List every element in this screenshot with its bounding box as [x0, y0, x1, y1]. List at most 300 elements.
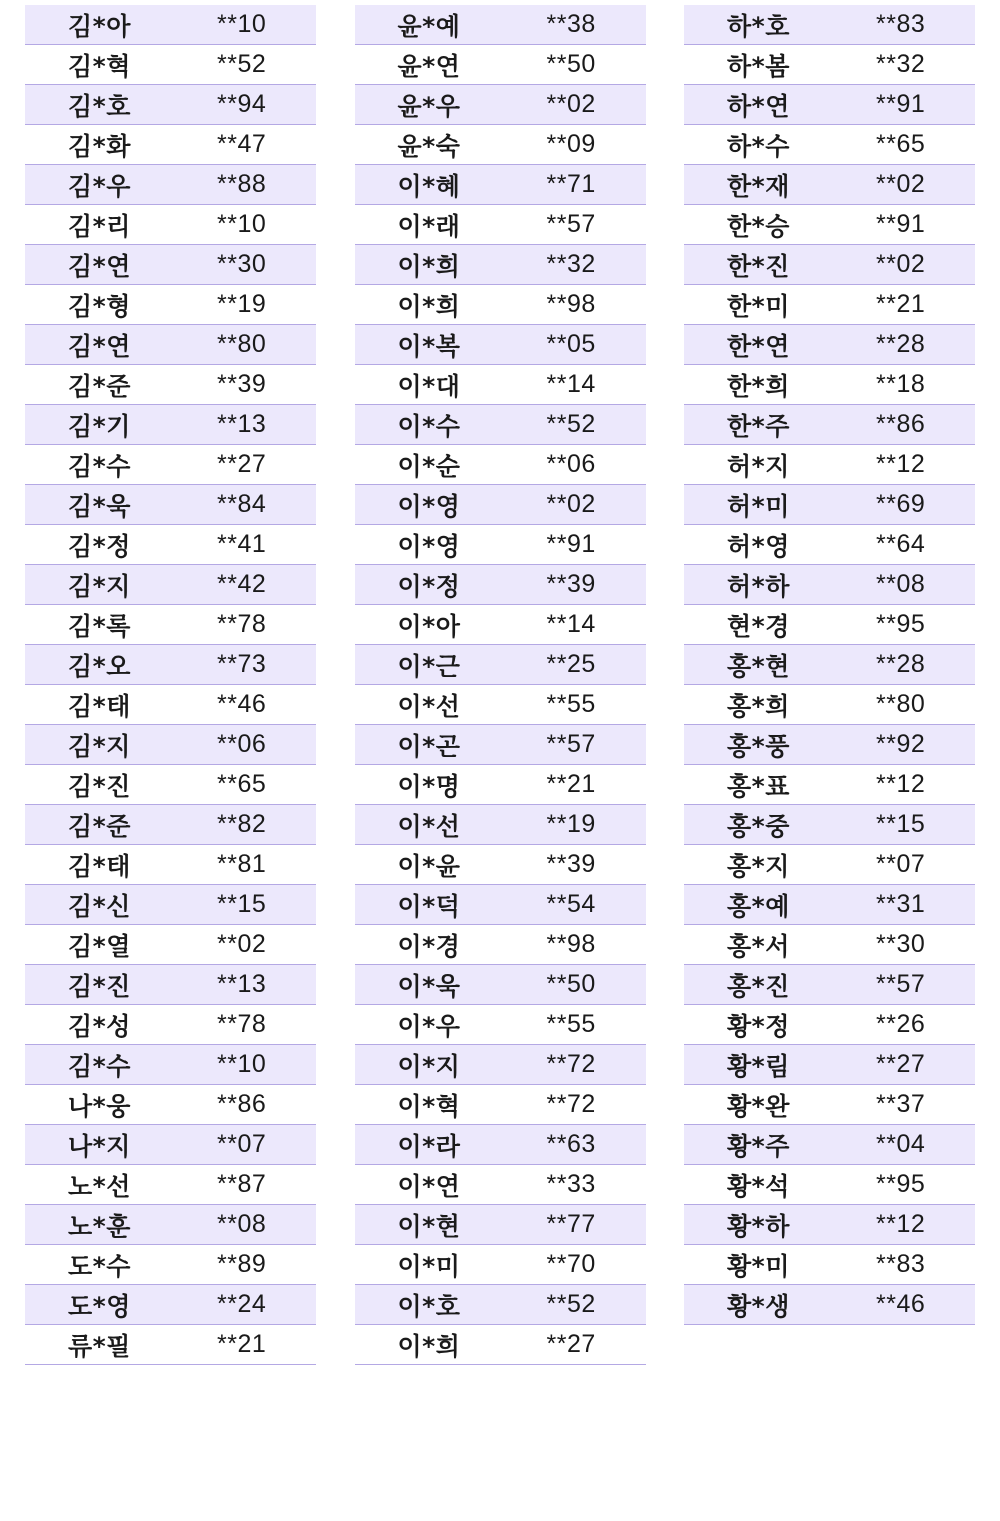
masked-name: 홍*서: [727, 931, 790, 961]
masked-phone-suffix: **28: [876, 650, 926, 678]
list-item: [684, 5, 975, 45]
list-item: [355, 765, 646, 805]
list-item: [684, 1005, 975, 1045]
masked-name: 김*화: [68, 131, 131, 161]
masked-phone-suffix: **13: [217, 410, 267, 438]
masked-phone-suffix: **04: [876, 1130, 926, 1158]
masked-name: 이*욱: [397, 971, 461, 1001]
list-item: [684, 1245, 975, 1285]
masked-phone-suffix: **41: [217, 530, 267, 558]
masked-name: 황*미: [727, 1251, 790, 1281]
masked-name: 이*선: [397, 811, 461, 841]
masked-phone-suffix: **10: [217, 10, 267, 38]
masked-name: 홍*표: [727, 771, 790, 801]
masked-phone-suffix: **52: [217, 50, 267, 78]
masked-phone-suffix: **81: [217, 850, 267, 878]
masked-name: 김*신: [68, 891, 131, 921]
list-item: [684, 1285, 975, 1325]
masked-phone-suffix: **46: [876, 1290, 926, 1318]
masked-phone-suffix: **55: [546, 1010, 596, 1038]
masked-phone-suffix: **65: [217, 770, 267, 798]
masked-phone-suffix: **08: [876, 570, 926, 598]
list-item: [25, 405, 316, 445]
masked-phone-suffix: **15: [217, 890, 267, 918]
masked-phone-suffix: **92: [876, 730, 926, 758]
masked-name: 허*영: [727, 531, 790, 561]
list-item: [355, 1285, 646, 1325]
list-item: [355, 165, 646, 205]
masked-name: 노*훈: [68, 1211, 131, 1241]
list-item: [25, 325, 316, 365]
masked-name: 김*연: [68, 251, 131, 281]
masked-phone-suffix: **06: [217, 730, 267, 758]
masked-name: 홍*예: [727, 891, 790, 921]
masked-phone-suffix: **26: [876, 1010, 926, 1038]
masked-name: 이*덕: [397, 891, 461, 921]
masked-name: 이*현: [397, 1211, 461, 1241]
list-item: [355, 1085, 646, 1125]
masked-name: 이*정: [397, 571, 461, 601]
list-item: [684, 85, 975, 125]
masked-phone-suffix: **10: [217, 210, 267, 238]
masked-name: 황*하: [727, 1211, 790, 1241]
list-item: [684, 165, 975, 205]
masked-name: 황*림: [727, 1051, 790, 1081]
masked-phone-suffix: **21: [217, 1330, 267, 1358]
masked-phone-suffix: **80: [876, 690, 926, 718]
masked-name: 하*수: [727, 131, 790, 161]
list-column-1: [25, 5, 316, 1365]
masked-phone-suffix: **63: [546, 1130, 596, 1158]
masked-name: 김*형: [68, 291, 131, 321]
list-item: [25, 1205, 316, 1245]
masked-name: 나*지: [68, 1131, 131, 1161]
list-item: [25, 165, 316, 205]
masked-name: 김*수: [68, 451, 131, 481]
list-item: [25, 205, 316, 245]
masked-phone-suffix: **19: [546, 810, 596, 838]
list-item: [25, 1165, 316, 1205]
masked-name: 김*태: [68, 691, 131, 721]
masked-phone-suffix: **54: [546, 890, 596, 918]
list-item: [684, 285, 975, 325]
masked-name: 한*희: [727, 371, 790, 401]
masked-phone-suffix: **91: [876, 90, 926, 118]
masked-phone-suffix: **02: [546, 90, 596, 118]
masked-phone-suffix: **37: [876, 1090, 926, 1118]
masked-name: 황*주: [727, 1131, 790, 1161]
masked-phone-suffix: **07: [876, 850, 926, 878]
list-item: [355, 925, 646, 965]
masked-name: 이*혜: [397, 171, 461, 201]
masked-name: 이*선: [397, 691, 461, 721]
list-item: [25, 445, 316, 485]
masked-name: 홍*진: [727, 971, 790, 1001]
list-item: [25, 525, 316, 565]
masked-phone-suffix: **50: [546, 50, 596, 78]
masked-phone-suffix: **06: [546, 450, 596, 478]
masked-name: 김*우: [68, 171, 131, 201]
list-item: [25, 365, 316, 405]
masked-phone-suffix: **32: [876, 50, 926, 78]
masked-phone-suffix: **50: [546, 970, 596, 998]
list-item: [355, 45, 646, 85]
masked-name: 김*기: [68, 411, 131, 441]
masked-phone-suffix: **18: [876, 370, 926, 398]
list-item: [25, 645, 316, 685]
list-item: [355, 365, 646, 405]
masked-phone-suffix: **05: [546, 330, 596, 358]
list-item: [684, 525, 975, 565]
masked-name: 허*미: [727, 491, 790, 521]
masked-phone-suffix: **98: [546, 930, 596, 958]
masked-name: 윤*연: [397, 51, 461, 81]
masked-name: 이*희: [397, 291, 461, 321]
list-item: [355, 525, 646, 565]
list-item: [25, 925, 316, 965]
masked-name: 김*성: [68, 1011, 131, 1041]
list-item: [355, 885, 646, 925]
masked-phone-suffix: **09: [546, 130, 596, 158]
list-item: [25, 1085, 316, 1125]
list-item: [684, 845, 975, 885]
masked-phone-suffix: **39: [546, 570, 596, 598]
masked-phone-suffix: **15: [876, 810, 926, 838]
masked-phone-suffix: **70: [546, 1250, 596, 1278]
masked-name: 김*태: [68, 851, 131, 881]
masked-name: 이*수: [397, 411, 461, 441]
list-column-3: [684, 5, 975, 1365]
winner-list: [25, 5, 975, 1365]
masked-phone-suffix: **83: [876, 10, 926, 38]
masked-phone-suffix: **65: [876, 130, 926, 158]
list-item: [25, 765, 316, 805]
masked-phone-suffix: **69: [876, 490, 926, 518]
list-item: [684, 125, 975, 165]
masked-name: 황*생: [727, 1291, 790, 1321]
list-item: [355, 445, 646, 485]
list-item: [355, 405, 646, 445]
masked-phone-suffix: **47: [217, 130, 267, 158]
list-item: [25, 1325, 316, 1365]
masked-name: 이*윤: [397, 851, 461, 881]
list-item: [684, 245, 975, 285]
masked-phone-suffix: **72: [546, 1050, 596, 1078]
masked-phone-suffix: **57: [876, 970, 926, 998]
list-item: [684, 45, 975, 85]
list-item: [355, 965, 646, 1005]
list-item: [25, 45, 316, 85]
list-item: [355, 205, 646, 245]
masked-name: 이*근: [397, 651, 461, 681]
masked-phone-suffix: **95: [876, 1170, 926, 1198]
masked-name: 홍*중: [727, 811, 790, 841]
masked-phone-suffix: **55: [546, 690, 596, 718]
masked-phone-suffix: **30: [876, 930, 926, 958]
masked-phone-suffix: **27: [876, 1050, 926, 1078]
masked-phone-suffix: **82: [217, 810, 267, 838]
masked-name: 이*명: [397, 771, 461, 801]
list-item: [25, 5, 316, 45]
masked-phone-suffix: **21: [546, 770, 596, 798]
masked-name: 김*리: [68, 211, 131, 241]
masked-name: 김*준: [68, 811, 131, 841]
masked-phone-suffix: **08: [217, 1210, 267, 1238]
masked-name: 김*열: [68, 931, 131, 961]
masked-name: 김*록: [68, 611, 131, 641]
masked-name: 황*석: [727, 1171, 790, 1201]
masked-name: 윤*우: [397, 91, 461, 121]
list-item: [25, 605, 316, 645]
list-item: [355, 1125, 646, 1165]
masked-name: 도*영: [68, 1291, 131, 1321]
list-item: [355, 1205, 646, 1245]
list-item: [684, 405, 975, 445]
list-column-2: [355, 5, 646, 1365]
list-item: [25, 845, 316, 885]
masked-phone-suffix: **78: [217, 610, 267, 638]
masked-name: 김*오: [68, 651, 131, 681]
masked-phone-suffix: **28: [876, 330, 926, 358]
list-item: [355, 565, 646, 605]
masked-name: 도*수: [68, 1251, 131, 1281]
masked-phone-suffix: **77: [546, 1210, 596, 1238]
masked-phone-suffix: **14: [546, 370, 596, 398]
masked-name: 김*수: [68, 1051, 131, 1081]
masked-phone-suffix: **52: [546, 410, 596, 438]
masked-phone-suffix: **39: [217, 370, 267, 398]
list-item: [684, 965, 975, 1005]
masked-name: 홍*지: [727, 851, 790, 881]
masked-name: 이*경: [397, 931, 461, 961]
masked-phone-suffix: **21: [876, 290, 926, 318]
list-item: [25, 1285, 316, 1325]
list-item: [355, 245, 646, 285]
masked-name: 김*준: [68, 371, 131, 401]
masked-name: 이*라: [397, 1131, 461, 1161]
list-item: [355, 1005, 646, 1045]
list-item: [684, 645, 975, 685]
list-item: [684, 565, 975, 605]
masked-phone-suffix: **78: [217, 1010, 267, 1038]
masked-phone-suffix: **80: [217, 330, 267, 358]
masked-phone-suffix: **71: [546, 170, 596, 198]
masked-phone-suffix: **32: [546, 250, 596, 278]
masked-name: 한*주: [727, 411, 790, 441]
masked-name: 김*아: [68, 11, 131, 41]
list-item: [355, 725, 646, 765]
masked-name: 이*희: [397, 1331, 461, 1361]
masked-phone-suffix: **38: [546, 10, 596, 38]
list-item: [684, 725, 975, 765]
list-item: [684, 1205, 975, 1245]
list-item: [355, 1045, 646, 1085]
masked-phone-suffix: **02: [217, 930, 267, 958]
list-item: [355, 5, 646, 45]
list-item: [25, 725, 316, 765]
masked-name: 황*정: [727, 1011, 790, 1041]
list-item: [684, 605, 975, 645]
list-item: [355, 1165, 646, 1205]
list-item: [25, 1045, 316, 1085]
masked-name: 하*봄: [727, 51, 790, 81]
list-item: [355, 285, 646, 325]
masked-phone-suffix: **94: [217, 90, 267, 118]
masked-phone-suffix: **87: [217, 1170, 267, 1198]
list-item: [25, 125, 316, 165]
list-item: [355, 685, 646, 725]
masked-phone-suffix: **72: [546, 1090, 596, 1118]
list-item: [25, 1005, 316, 1045]
list-item: [684, 365, 975, 405]
list-item: [355, 645, 646, 685]
masked-phone-suffix: **13: [217, 970, 267, 998]
masked-name: 김*지: [68, 571, 131, 601]
list-item: [684, 885, 975, 925]
list-item: [684, 1045, 975, 1085]
masked-name: 김*혁: [68, 51, 131, 81]
list-item: [25, 1245, 316, 1285]
list-item: [684, 1165, 975, 1205]
masked-name: 이*아: [397, 611, 461, 641]
list-item: [684, 445, 975, 485]
masked-name: 김*지: [68, 731, 131, 761]
list-item: [355, 485, 646, 525]
masked-name: 류*필: [68, 1331, 131, 1361]
masked-phone-suffix: **12: [876, 450, 926, 478]
masked-phone-suffix: **19: [217, 290, 267, 318]
masked-phone-suffix: **27: [217, 450, 267, 478]
masked-name: 하*연: [727, 91, 790, 121]
masked-name: 윤*숙: [397, 131, 461, 161]
masked-phone-suffix: **07: [217, 1130, 267, 1158]
masked-phone-suffix: **57: [546, 210, 596, 238]
masked-name: 이*희: [397, 251, 461, 281]
masked-phone-suffix: **12: [876, 1210, 926, 1238]
masked-name: 한*미: [727, 291, 790, 321]
masked-phone-suffix: **83: [876, 1250, 926, 1278]
list-item: [684, 925, 975, 965]
masked-phone-suffix: **46: [217, 690, 267, 718]
masked-name: 이*대: [397, 371, 461, 401]
list-item: [25, 285, 316, 325]
list-item: [684, 205, 975, 245]
masked-name: 이*호: [397, 1291, 461, 1321]
masked-name: 김*정: [68, 531, 131, 561]
masked-phone-suffix: **12: [876, 770, 926, 798]
list-item: [355, 845, 646, 885]
masked-phone-suffix: **91: [546, 530, 596, 558]
masked-name: 김*진: [68, 971, 131, 1001]
list-item: [355, 125, 646, 165]
masked-phone-suffix: **91: [876, 210, 926, 238]
masked-name: 하*호: [727, 11, 790, 41]
list-item: [355, 1325, 646, 1365]
masked-phone-suffix: **98: [546, 290, 596, 318]
list-item: [684, 1085, 975, 1125]
masked-phone-suffix: **27: [546, 1330, 596, 1358]
list-item: [684, 765, 975, 805]
masked-name: 황*완: [727, 1091, 790, 1121]
masked-phone-suffix: **39: [546, 850, 596, 878]
masked-name: 이*복: [397, 331, 461, 361]
masked-name: 홍*풍: [727, 731, 790, 761]
masked-name: 이*순: [397, 451, 461, 481]
list-item: [684, 325, 975, 365]
masked-phone-suffix: **10: [217, 1050, 267, 1078]
masked-phone-suffix: **64: [876, 530, 926, 558]
list-item: [25, 485, 316, 525]
masked-phone-suffix: **86: [217, 1090, 267, 1118]
masked-name: 김*진: [68, 771, 131, 801]
masked-name: 허*지: [727, 451, 790, 481]
list-item: [355, 805, 646, 845]
masked-name: 홍*현: [727, 651, 790, 681]
list-item: [684, 805, 975, 845]
list-item: [355, 605, 646, 645]
masked-phone-suffix: **30: [217, 250, 267, 278]
masked-name: 김*호: [68, 91, 131, 121]
masked-name: 현*경: [727, 611, 790, 641]
masked-name: 한*승: [727, 211, 790, 241]
masked-name: 이*지: [397, 1051, 461, 1081]
masked-name: 이*영: [397, 531, 461, 561]
masked-phone-suffix: **14: [546, 610, 596, 638]
masked-phone-suffix: **52: [546, 1290, 596, 1318]
masked-name: 이*우: [397, 1011, 461, 1041]
masked-phone-suffix: **02: [876, 170, 926, 198]
masked-phone-suffix: **33: [546, 1170, 596, 1198]
masked-name: 윤*예: [397, 11, 461, 41]
masked-name: 허*하: [727, 571, 790, 601]
masked-name: 한*연: [727, 331, 790, 361]
list-item: [25, 245, 316, 285]
masked-phone-suffix: **31: [876, 890, 926, 918]
list-item: [684, 485, 975, 525]
masked-phone-suffix: **88: [217, 170, 267, 198]
list-item: [25, 885, 316, 925]
list-item: [25, 85, 316, 125]
masked-name: 이*래: [397, 211, 461, 241]
masked-phone-suffix: **24: [217, 1290, 267, 1318]
masked-name: 김*욱: [68, 491, 131, 521]
list-item: [355, 85, 646, 125]
masked-phone-suffix: **84: [217, 490, 267, 518]
masked-name: 홍*희: [727, 691, 790, 721]
masked-name: 나*웅: [68, 1091, 131, 1121]
masked-name: 한*진: [727, 251, 790, 281]
list-item: [25, 565, 316, 605]
masked-name: 이*연: [397, 1171, 461, 1201]
list-item: [684, 1125, 975, 1165]
masked-name: 한*재: [727, 171, 790, 201]
masked-name: 이*혁: [397, 1091, 461, 1121]
masked-name: 김*연: [68, 331, 131, 361]
masked-phone-suffix: **95: [876, 610, 926, 638]
list-item: [25, 1125, 316, 1165]
list-item: [25, 965, 316, 1005]
masked-name: 노*선: [68, 1171, 131, 1201]
masked-name: 이*곤: [397, 731, 461, 761]
masked-phone-suffix: **57: [546, 730, 596, 758]
masked-phone-suffix: **86: [876, 410, 926, 438]
list-item: [25, 805, 316, 845]
masked-phone-suffix: **73: [217, 650, 267, 678]
masked-phone-suffix: **89: [217, 1250, 267, 1278]
masked-name: 이*미: [397, 1251, 461, 1281]
masked-phone-suffix: **25: [546, 650, 596, 678]
list-item: [25, 685, 316, 725]
